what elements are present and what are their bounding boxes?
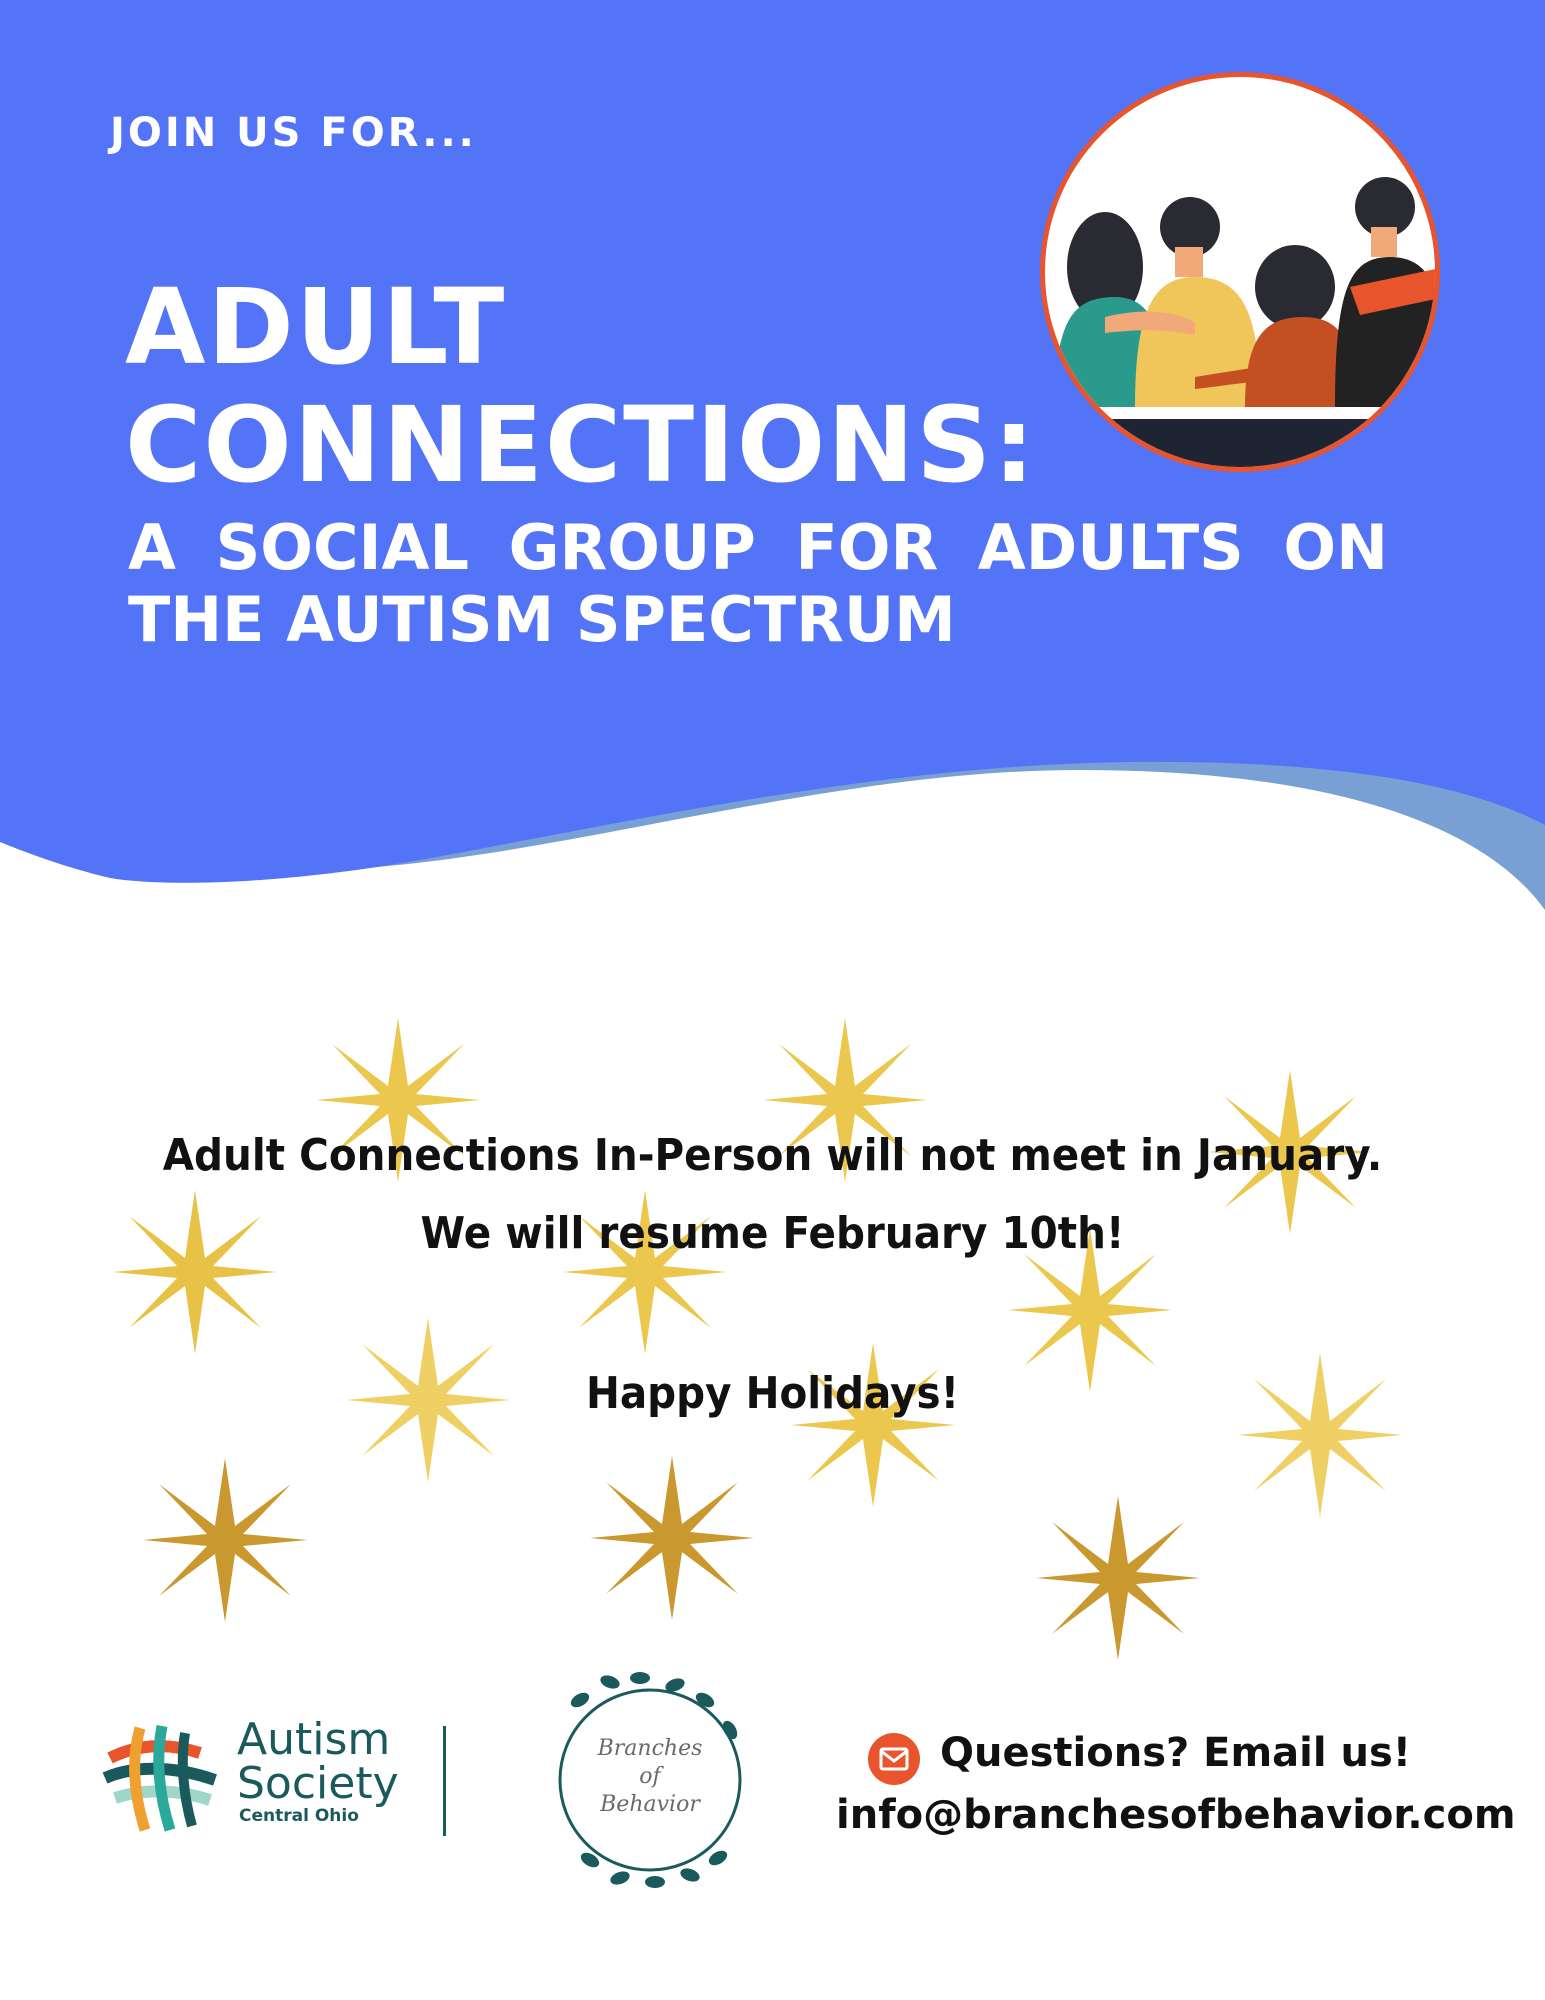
title-line-2: CONNECTIONS: [125,384,1037,506]
branches-line-3: Behavior [600,1792,700,1817]
mail-icon [868,1733,920,1785]
people-illustration-art [1045,77,1440,472]
kicker-text: JOIN US FOR... [110,110,477,156]
people-illustration [1040,72,1440,472]
mail-icon-glyph [868,1733,920,1785]
announcement-line-1: Adult Connections In-Person will not meet in January. [162,1130,1383,1181]
title-line-1: ADULT [125,266,507,388]
contact-prompt: Questions? Email us! [940,1730,1412,1776]
page-title [125,268,1037,504]
star-field [0,1000,1545,1680]
star-icon [590,1456,754,1620]
star-icon [143,1458,307,1622]
subtitle: A SOCIAL GROUP FOR ADULTS ON THE AUTISM SPECTRUM [128,511,1388,656]
star-icon [1036,1496,1200,1660]
autism-society-line-3: Central Ohio [239,1806,359,1826]
announcement-line-3: Happy Holidays! [585,1368,960,1419]
contact-email[interactable]: info@branchesofbehavior.com [836,1792,1516,1838]
logo-divider [443,1726,446,1836]
autism-society-line-1: Autism [237,1714,391,1765]
autism-society-line-2: Society [237,1758,399,1809]
branches-line-2: of [639,1764,661,1789]
branches-wordmark [560,1735,740,1819]
branches-line-1: Branches [597,1736,703,1761]
autism-society-logo [100,1718,230,1838]
announcement-line-2: We will resume February 10th! [420,1208,1125,1259]
autism-society-wordmark [237,1714,399,1826]
